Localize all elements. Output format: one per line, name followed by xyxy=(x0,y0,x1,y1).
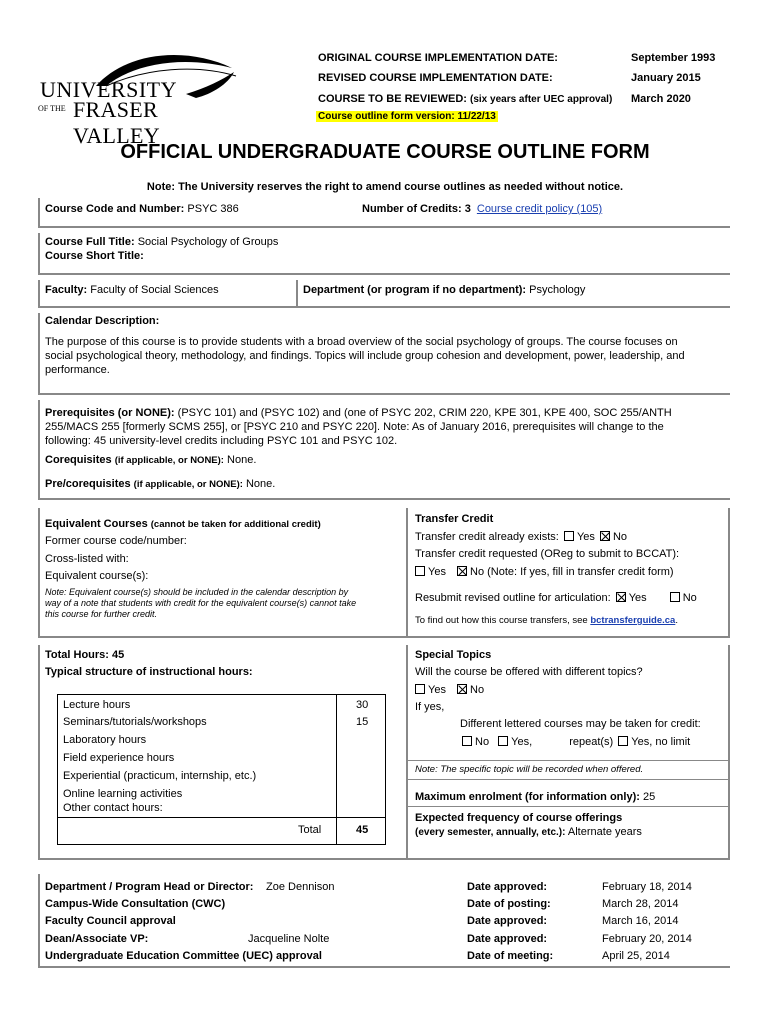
university-logo xyxy=(36,50,241,148)
approval-date-label: Date of posting: xyxy=(467,898,551,910)
equivalent-courses: Equivalent course(s): xyxy=(45,570,149,582)
approval-label: Dean/Associate VP: xyxy=(45,933,149,945)
logo-line1: UNIVERSITY xyxy=(40,77,177,102)
lettered-yes-checkbox[interactable] xyxy=(498,736,508,746)
special-note-line xyxy=(406,760,730,761)
faculty-value: Faculty of Social Sciences xyxy=(90,284,219,296)
rule xyxy=(38,874,40,968)
special-no-checkbox[interactable] xyxy=(457,684,467,694)
rule xyxy=(406,645,408,860)
resubmit-no-checkbox[interactable] xyxy=(670,592,680,602)
approval-value: Jacqueline Nolte xyxy=(248,933,330,945)
approval-label: Undergraduate Education Committee (UEC) approval xyxy=(45,950,322,962)
course-code: Course Code and Number: PSYC 386 xyxy=(45,203,239,215)
rule xyxy=(38,645,40,860)
transfer-requested-no-checkbox[interactable] xyxy=(457,566,467,576)
revised-date-value: January 2015 xyxy=(631,72,701,84)
review-date-label xyxy=(318,93,612,105)
approval-date-label: Date approved: xyxy=(467,915,548,927)
rule xyxy=(38,966,730,968)
special-yesno-row: Yes No xyxy=(413,684,484,696)
special-topics-label: Special Topics xyxy=(415,649,492,661)
course-code-value: PSYC 386 xyxy=(187,203,239,215)
resubmit-row: Resubmit revised outline for articulation: Yes No xyxy=(415,592,697,604)
equivalent-label: Equivalent Courses (cannot be taken for additional credit) xyxy=(45,518,321,530)
rule xyxy=(38,233,40,275)
cross-listed: Cross-listed with: xyxy=(45,553,129,565)
review-label-note: (six years after UEC approval) xyxy=(470,94,613,105)
approval-label: Department / Program Head or Director: xyxy=(45,881,254,893)
rule xyxy=(38,198,40,228)
approval-date: March 16, 2014 xyxy=(602,915,679,927)
special-lettered: Different lettered courses may be taken for credit: xyxy=(460,718,701,730)
rule xyxy=(728,645,730,860)
original-date-value: September 1993 xyxy=(631,52,716,64)
equivalent-note: Note: Equivalent course(s) should be included in the calendar description by way of a note that students with credit for the equivalent course(s) cannot take this course for further credit. xyxy=(45,587,357,619)
approval-date: February 20, 2014 xyxy=(602,933,692,945)
rule xyxy=(406,508,408,638)
special-repeat-row: No Yes, repeat(s) Yes, no limit xyxy=(460,736,690,748)
faculty: Faculty: Faculty of Social Sciences xyxy=(45,284,219,296)
pre-corequisites: Pre/corequisites (if applicable, or NONE): None. xyxy=(45,478,276,490)
corequisites: Corequisites (if applicable, or NONE): None. xyxy=(45,454,257,466)
hours-structure-label: Typical structure of instructional hours: xyxy=(45,666,253,678)
transfer-requested-row: Yes No (Note: If yes, fill in transfer credit form) xyxy=(413,566,674,578)
course-full-title-value: Social Psychology of Groups xyxy=(137,236,279,248)
logo-of-the: OF THE xyxy=(38,104,66,113)
calendar-label: Calendar Description: xyxy=(45,315,160,327)
calendar-line: The purpose of this course is to provide students with a broad overview of the social psychology of groups. The course focuses on xyxy=(45,336,678,348)
rule xyxy=(38,226,730,228)
special-note: Note: The specific topic will be recorded when offered. xyxy=(415,764,644,775)
special-yes-checkbox[interactable] xyxy=(415,684,425,694)
transfer-requested-yes-checkbox[interactable] xyxy=(415,566,425,576)
rule xyxy=(406,636,730,638)
special-if-yes: If yes, xyxy=(415,701,445,713)
form-title: OFFICIAL UNDERGRADUATE COURSE OUTLINE FORM xyxy=(120,141,650,163)
approval-date: March 28, 2014 xyxy=(602,898,679,910)
prereq-line: Prerequisites (or NONE): (PSYC 101) and (PSYC 102) and (one of PSYC 202, CRIM 220, KPE 301, KPE 400, SOC 255/ANTH xyxy=(45,407,672,419)
rule xyxy=(38,306,730,308)
credit-policy-link[interactable]: Course credit policy (105) xyxy=(476,203,603,215)
course-full-title: Course Full Title: Social Psychology of Groups xyxy=(45,236,279,248)
total-hours: Total Hours: 45 xyxy=(45,649,125,661)
transfer-requested: Transfer credit requested (OReg to submit to BCCAT): xyxy=(415,548,680,560)
coreq-value: None. xyxy=(227,454,257,466)
approval-value: Zoe Dennison xyxy=(266,881,335,893)
review-date-value: March 2020 xyxy=(631,93,691,105)
rule xyxy=(38,400,40,500)
max-enrolment-value: 25 xyxy=(642,791,656,803)
rule xyxy=(38,393,730,395)
rule xyxy=(728,508,730,638)
rule xyxy=(38,636,408,638)
course-short-title: Course Short Title: xyxy=(45,250,144,262)
rule xyxy=(38,498,730,500)
former-course-code: Former course code/number: xyxy=(45,535,187,547)
calendar-line: social psychological theory, methodology, and findings. Topics will include group cohesion and development, power, leadership, and xyxy=(45,350,685,362)
prereq-label: Prerequisites (or NONE): xyxy=(45,407,175,419)
max-enrolment: Maximum enrolment (for information only): 25 xyxy=(415,791,656,803)
approval-date-label: Date approved: xyxy=(467,933,548,945)
review-label-text: COURSE TO BE REVIEWED: xyxy=(318,93,467,105)
resubmit-yes-checkbox[interactable] xyxy=(616,592,626,602)
prereq-line: 255/MACS 255 [formerly SCMS 255], or [PSYC 210 and PSYC 220]. Note: As of January 2016, prerequisites will change to the xyxy=(45,421,664,433)
credits-value: 3 xyxy=(464,203,471,215)
transfer-exists-yes-checkbox[interactable] xyxy=(564,531,574,541)
hours-table: Lecture hours 30 Seminars/tutorials/workshops 15 Laboratory hours Field experience hours Experiential (practicum, internship, etc.) Online learning activities Other contact hours: Total 45 xyxy=(57,694,386,845)
frequency-row: (every semester, annually, etc.): Alternate years xyxy=(415,826,642,838)
rule xyxy=(38,858,408,860)
special-question: Will the course be offered with different topics? xyxy=(415,666,643,678)
rule xyxy=(406,858,730,860)
transfer-label: Transfer Credit xyxy=(415,513,494,525)
form-version: Course outline form version: 11/22/13 xyxy=(318,111,496,122)
rule xyxy=(38,313,40,395)
form-note: Note: The University reserves the right to amend course outlines as needed without notice. xyxy=(146,181,624,193)
logo-line2: FRASER VALLEY xyxy=(73,97,160,148)
rule xyxy=(38,280,40,308)
special-note-line xyxy=(406,806,730,807)
approval-date-label: Date of meeting: xyxy=(467,950,554,962)
table-divider xyxy=(336,695,337,844)
original-date-label: ORIGINAL COURSE IMPLEMENTATION DATE: xyxy=(318,52,558,64)
department: Department (or program if no department): Psychology xyxy=(303,284,586,296)
total-hours-value: 45 xyxy=(112,649,125,661)
approval-date-label: Date approved: xyxy=(467,881,548,893)
calendar-line: performance. xyxy=(45,364,110,376)
approval-date: February 18, 2014 xyxy=(602,881,692,893)
revised-date-label: REVISED COURSE IMPLEMENTATION DATE: xyxy=(318,72,553,84)
department-value: Psychology xyxy=(529,284,586,296)
rule xyxy=(38,273,730,275)
special-note-line xyxy=(406,779,730,780)
transfer-exists-no-checkbox[interactable] xyxy=(600,531,610,541)
lettered-no-checkbox[interactable] xyxy=(462,736,472,746)
transfer-find-row: To find out how this course transfers, see bctransferguide.ca. xyxy=(415,615,678,626)
rule xyxy=(296,280,298,308)
frequency-value: Alternate years xyxy=(567,826,642,838)
rule xyxy=(38,508,40,638)
frequency-label: Expected frequency of course offerings xyxy=(415,812,623,824)
table-total-line xyxy=(58,817,385,818)
transfer-exists-row: Transfer credit already exists: Yes No xyxy=(415,531,628,543)
prereq-line: following: 45 university-level credits including PSYC 101 and PSYC 102. xyxy=(45,435,398,447)
approval-date: April 25, 2014 xyxy=(602,950,670,962)
lettered-yes-nolimit-checkbox[interactable] xyxy=(618,736,628,746)
approval-label: Faculty Council approval xyxy=(45,915,176,927)
bctransferguide-link[interactable]: bctransferguide.ca xyxy=(590,615,676,626)
approval-label: Campus-Wide Consultation (CWC) xyxy=(45,898,226,910)
credits: Number of Credits: 3 Course credit policy (105) xyxy=(362,203,603,215)
precoreq-value: None. xyxy=(245,478,276,490)
